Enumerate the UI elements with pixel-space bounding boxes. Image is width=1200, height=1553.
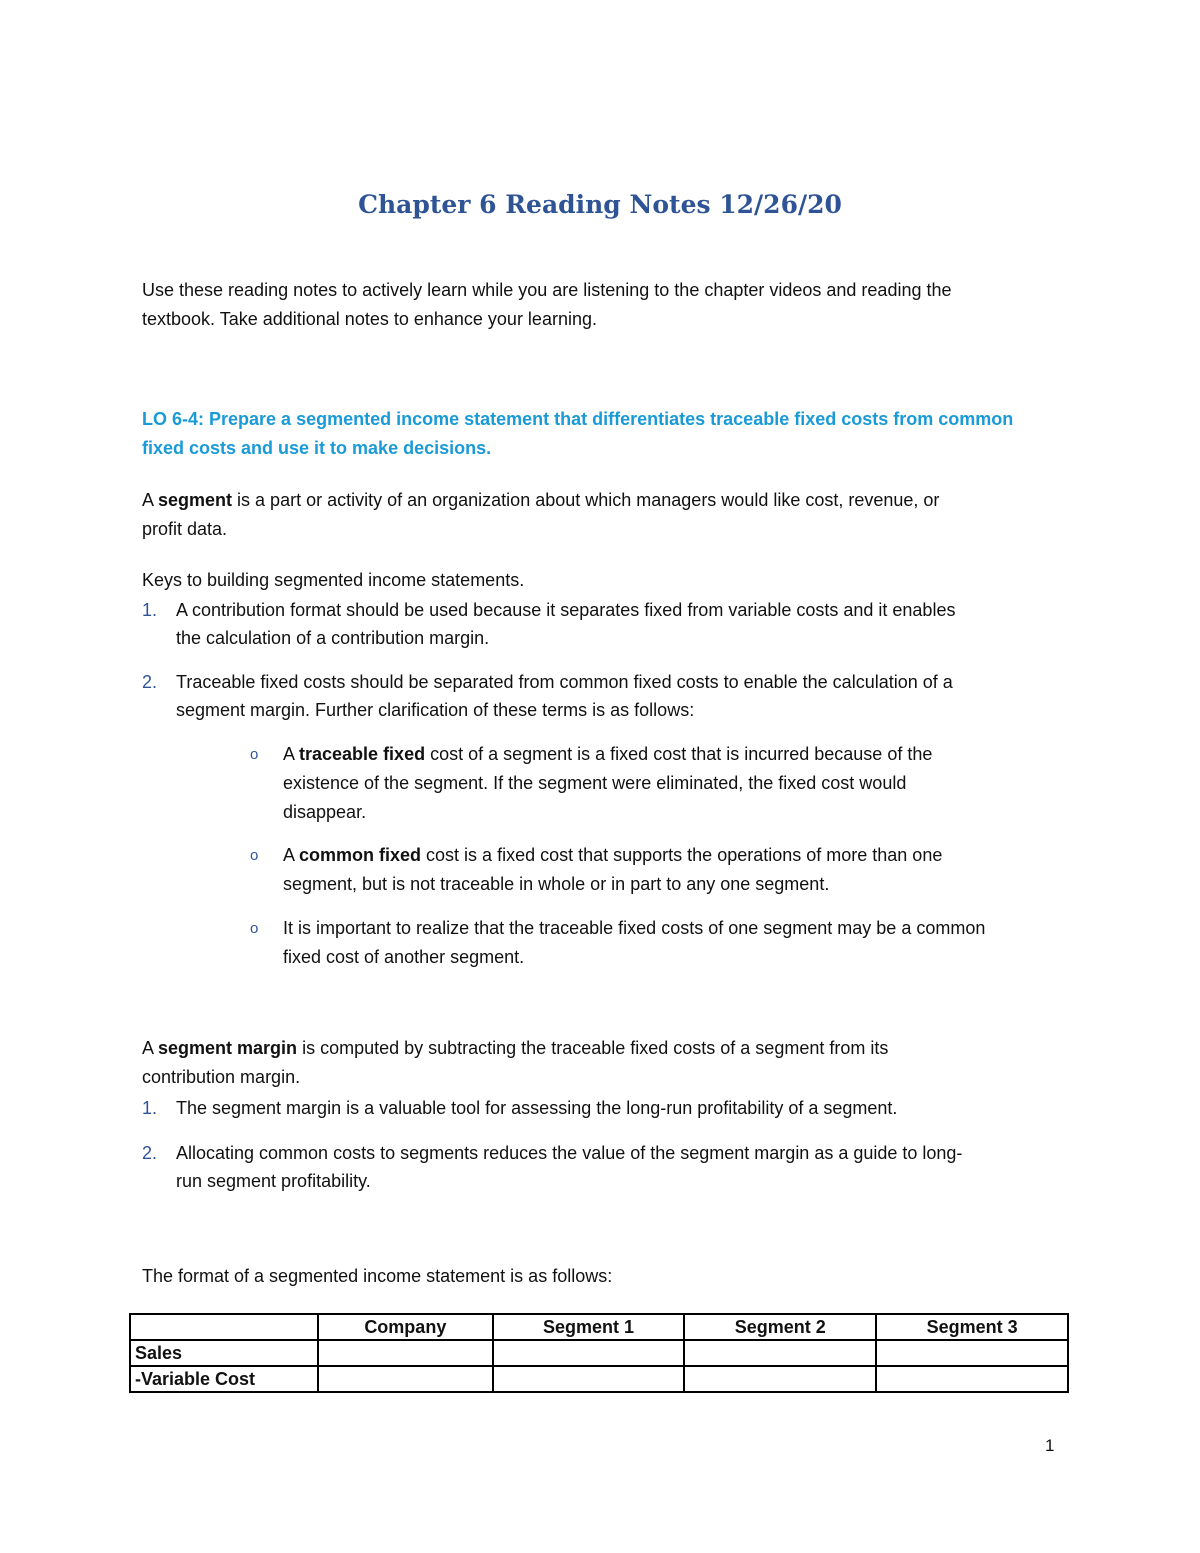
table-cell <box>876 1340 1068 1366</box>
table-cell <box>493 1340 685 1366</box>
table-header-cell: Company <box>318 1314 493 1340</box>
list-number: 2. <box>142 1143 158 1163</box>
bullet-marker: o <box>250 920 259 937</box>
bullet-line-2: existence of the segment. If the segment were eliminated, the fixed cost would <box>283 773 907 793</box>
learning-objective <box>142 405 1067 463</box>
margin-def-line-1 <box>142 1034 1067 1063</box>
table-header-cell: Segment 2 <box>684 1314 876 1340</box>
segment-margin-term: segment margin <box>158 1038 298 1058</box>
list-number: 2. <box>142 672 158 692</box>
segment-margin-definition <box>142 1034 1067 1092</box>
row-label: Sales <box>130 1340 318 1366</box>
margin-def-line-2: contribution margin. <box>142 1067 301 1087</box>
list-item-line-2: segment margin. Further clarification of these terms is as follows: <box>176 700 695 720</box>
table-cell <box>493 1366 685 1392</box>
bullet-pre: A <box>283 744 300 764</box>
segment-def-post: is a part or activity of an organization about which managers would like cost, revenue, or <box>232 490 940 510</box>
list-item-line-2: run segment profitability. <box>176 1171 371 1191</box>
intro-paragraph <box>142 276 1067 334</box>
list-number: 1. <box>142 600 158 620</box>
bullet-line-1: It is important to realize that the traceable fixed costs of one segment may be a common <box>283 918 986 938</box>
list-item-line-1: Traceable fixed costs should be separated from common fixed costs to enable the calculation of a <box>176 672 953 692</box>
format-intro: The format of a segmented income statement is as follows: <box>142 1266 613 1286</box>
keys-heading: Keys to building segmented income statements. <box>142 570 525 590</box>
list-item-line-1: Allocating common costs to segments reduces the value of the segment margin as a guide to long- <box>176 1143 963 1163</box>
table-header-cell <box>130 1314 318 1340</box>
margin-def-pre: A <box>142 1038 159 1058</box>
bullet-line-1 <box>283 740 1073 769</box>
margin-def-post: is computed by subtracting the traceable fixed costs of a segment from its <box>297 1038 889 1058</box>
bullet-term: traceable fixed <box>299 744 426 764</box>
bullet-line-2: segment, but is not traceable in whole or in part to any one segment. <box>283 874 830 894</box>
bullet-line-2: fixed cost of another segment. <box>283 947 525 967</box>
lo-line-1: LO 6-4: Prepare a segmented income statement that differentiates traceable fixed costs from common <box>142 409 1014 429</box>
segment-def-line-1 <box>142 486 1067 515</box>
bullet-post: cost of a segment is a fixed cost that is incurred because of the <box>425 744 933 764</box>
table-cell <box>684 1366 876 1392</box>
bullet-pre: A <box>283 845 300 865</box>
list-item-line-1: A contribution format should be used because it separates fixed from variable costs and it enables <box>176 600 956 620</box>
bullet-line-3: disappear. <box>283 802 367 822</box>
intro-line-2: textbook. Take additional notes to enhance your learning. <box>142 309 597 329</box>
bullet-term: common fixed <box>299 845 422 865</box>
segment-term: segment <box>158 490 233 510</box>
table-cell <box>318 1340 493 1366</box>
bullet-marker: o <box>250 746 259 763</box>
list-number: 1. <box>142 1098 158 1118</box>
lo-line-2: fixed costs and use it to make decisions. <box>142 438 492 458</box>
segment-definition <box>142 486 1067 544</box>
table-header-cell: Segment 1 <box>493 1314 685 1340</box>
table-row <box>130 1340 1068 1366</box>
table-row <box>130 1366 1068 1392</box>
list-item-line-1: The segment margin is a valuable tool for assessing the long-run profitability of a segment. <box>176 1098 898 1118</box>
page-number: 1 <box>1045 1436 1055 1455</box>
table-cell <box>876 1366 1068 1392</box>
row-label: -Variable Cost <box>130 1366 318 1392</box>
table-header-cell: Segment 3 <box>876 1314 1068 1340</box>
table-cell <box>684 1340 876 1366</box>
bullet-marker: o <box>250 847 259 864</box>
table-cell <box>318 1366 493 1392</box>
segmented-income-table <box>129 1313 1069 1393</box>
segment-def-line-2: profit data. <box>142 519 228 539</box>
segment-def-pre: A <box>142 490 159 510</box>
bullet-post: cost is a fixed cost that supports the operations of more than one <box>421 845 943 865</box>
list-item-line-2: the calculation of a contribution margin. <box>176 628 490 648</box>
page-title: Chapter 6 Reading Notes 12/26/20 <box>358 190 842 219</box>
intro-line-1: Use these reading notes to actively learn while you are listening to the chapter videos and reading the <box>142 280 952 300</box>
table-header-row <box>130 1314 1068 1340</box>
bullet-line-1 <box>283 841 1073 870</box>
